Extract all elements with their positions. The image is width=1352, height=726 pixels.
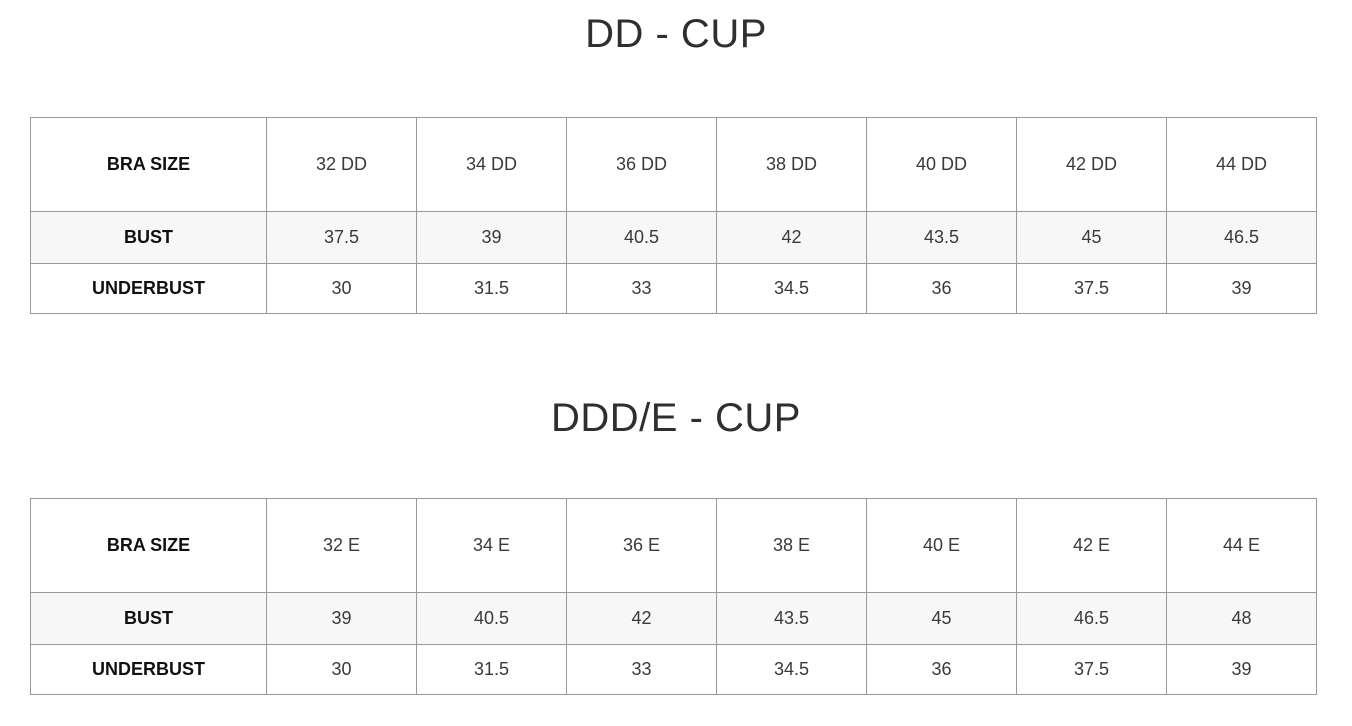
bust-value-cell: 39 (417, 212, 567, 264)
size-cell: 34 DD (417, 118, 567, 212)
bra-size-row (31, 499, 1317, 593)
underbust-value-cell: 37.5 (1017, 264, 1167, 314)
underbust-label-cell: UNDERBUST (31, 264, 267, 314)
size-cell: 42 E (1017, 499, 1167, 593)
underbust-value-cell: 30 (267, 264, 417, 314)
bust-value-cell: 45 (867, 593, 1017, 645)
bra-size-label-cell: BRA SIZE (31, 118, 267, 212)
bust-value-cell: 42 (567, 593, 717, 645)
underbust-value-cell: 33 (567, 645, 717, 695)
underbust-value-cell: 36 (867, 264, 1017, 314)
bra-size-row (31, 118, 1317, 212)
size-cell: 40 E (867, 499, 1017, 593)
underbust-value-cell: 39 (1167, 645, 1317, 695)
bust-value-cell: 43.5 (717, 593, 867, 645)
bust-row (31, 212, 1317, 264)
size-cell: 32 DD (267, 118, 417, 212)
underbust-value-cell: 37.5 (1017, 645, 1167, 695)
underbust-value-cell: 34.5 (717, 645, 867, 695)
underbust-value-cell: 31.5 (417, 264, 567, 314)
bust-label-cell: BUST (31, 212, 267, 264)
underbust-value-cell: 34.5 (717, 264, 867, 314)
dd-cup-title: DD - CUP (585, 12, 767, 56)
bust-label-cell: BUST (31, 593, 267, 645)
bust-value-cell: 45 (1017, 212, 1167, 264)
bust-value-cell: 40.5 (567, 212, 717, 264)
underbust-row (31, 264, 1317, 314)
bust-value-cell: 42 (717, 212, 867, 264)
size-cell: 38 E (717, 499, 867, 593)
size-cell: 38 DD (717, 118, 867, 212)
bust-value-cell: 40.5 (417, 593, 567, 645)
size-cell: 44 DD (1167, 118, 1317, 212)
size-cell: 36 DD (567, 118, 717, 212)
ddde-cup-section (0, 394, 1352, 695)
underbust-value-cell: 33 (567, 264, 717, 314)
bust-value-cell: 48 (1167, 593, 1317, 645)
underbust-value-cell: 36 (867, 645, 1017, 695)
bust-row (31, 593, 1317, 645)
bust-value-cell: 43.5 (867, 212, 1017, 264)
bust-value-cell: 46.5 (1017, 593, 1167, 645)
size-cell: 44 E (1167, 499, 1317, 593)
underbust-value-cell: 30 (267, 645, 417, 695)
dd-cup-size-table (30, 117, 1317, 314)
size-cell: 36 E (567, 499, 717, 593)
size-cell: 40 DD (867, 118, 1017, 212)
underbust-row (31, 645, 1317, 695)
bust-value-cell: 37.5 (267, 212, 417, 264)
underbust-value-cell: 31.5 (417, 645, 567, 695)
bra-size-label-cell: BRA SIZE (31, 499, 267, 593)
underbust-label-cell: UNDERBUST (31, 645, 267, 695)
bust-value-cell: 39 (267, 593, 417, 645)
ddde-cup-title: DDD/E - CUP (551, 396, 801, 440)
size-cell: 42 DD (1017, 118, 1167, 212)
ddde-cup-size-table (30, 498, 1317, 695)
size-cell: 34 E (417, 499, 567, 593)
underbust-value-cell: 39 (1167, 264, 1317, 314)
size-cell: 32 E (267, 499, 417, 593)
dd-cup-section (0, 0, 1352, 314)
bust-value-cell: 46.5 (1167, 212, 1317, 264)
